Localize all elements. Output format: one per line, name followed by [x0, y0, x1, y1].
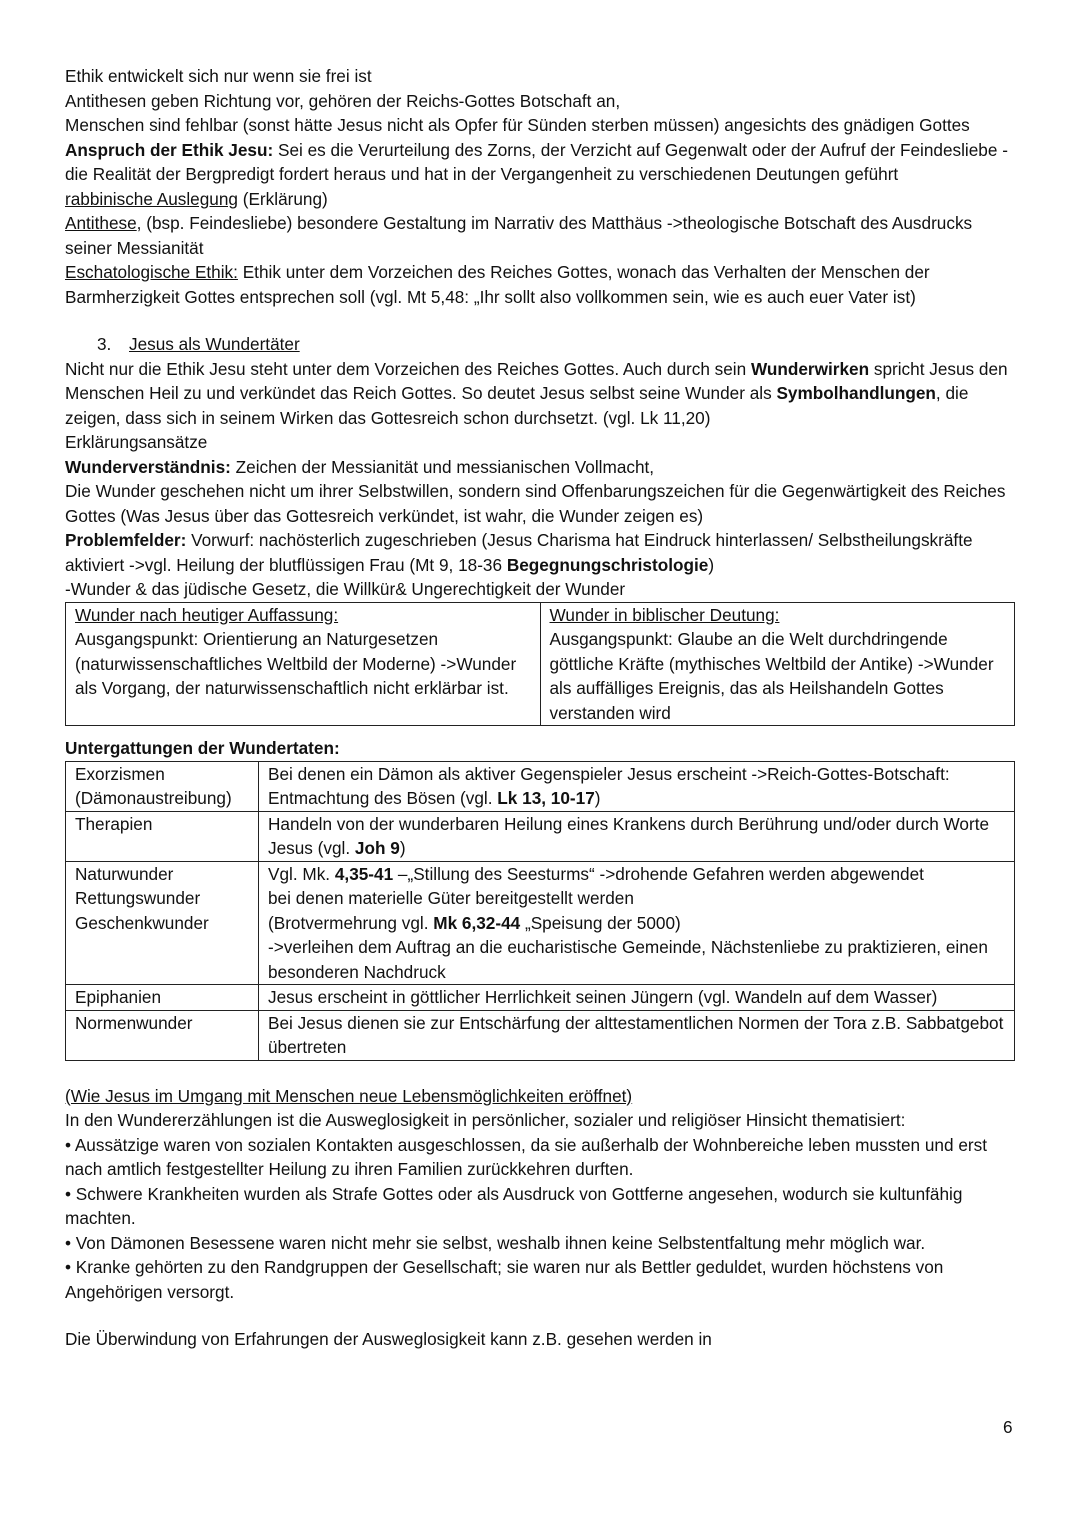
comparison-left-cell: [66, 602, 541, 726]
comparison-row: [66, 602, 1015, 726]
subtype-epiphanien-text: Jesus erscheint in göttlicher Herrlichkeit seinen Jüngern (vgl. Wandeln auf dem Wasser): [268, 987, 938, 1007]
subtype-daemonaustreibung: (Dämonaustreibung): [75, 788, 232, 808]
subtype-label: [66, 861, 259, 985]
rabbinisch-paragraph: [65, 187, 1017, 212]
antithese-paragraph: [65, 211, 1017, 260]
subtype-description: [259, 985, 1015, 1011]
section-3-title: Jesus als Wundertäter: [129, 334, 300, 354]
subtype-therapien: Therapien: [75, 813, 153, 834]
subtype-natur-text-2: –„Stillung des Seesturms“ ->drohende Gefahren werden abgewendet: [393, 863, 924, 884]
wunder-offenbarung-paragraph: Die Wunder geschehen nicht um ihrer Selbstwillen, sondern sind Offenbarungszeichen für die Gegenwärtigkeit des Reiches Gottes (Was Jesus über das Gottesreich verkündet, ist wahr, die Wunder zeigen es): [65, 481, 1006, 526]
subtype-description: [259, 1010, 1015, 1060]
subtype-therapien-ref: Joh 9: [354, 838, 400, 858]
intro-line-1: Ethik entwickelt sich nur wenn sie frei ist: [65, 66, 372, 86]
subtype-natur-ref-2: Mk 6,32-44: [433, 912, 521, 933]
wunder-intro-text-1: Nicht nur die Ethik Jesu steht unter dem Vorzeichen des Reiches Gottes. Auch durch sein: [65, 358, 751, 379]
antithese-text: , (bsp. Feindesliebe) besondere Gestaltung im Narrativ des Matthäus ->theologische Botschaft des Ausdrucks seiner Messianität: [65, 213, 973, 258]
subtype-epiphanien: Epiphanien: [75, 987, 162, 1007]
anspruch-paragraph: [65, 138, 1017, 187]
page-number: 6: [1003, 1417, 1013, 1437]
document-page: [65, 64, 1017, 1352]
subtype-natur-text-3: bei denen materielle Güter bereitgestellt werden: [268, 888, 634, 908]
wunderverstaendnis-text: Zeichen der Messianität und messianischen Vollmacht,: [230, 456, 655, 477]
subtypes-row: [66, 761, 1015, 811]
subtype-normenwunder: Normenwunder: [75, 1012, 193, 1033]
bullet-besessene: • Von Dämonen Besessene waren nicht mehr sie selbst, weshalb ihnen keine Selbstentfaltung mehr möglich war.: [65, 1232, 926, 1253]
begegnungschristologie-bold: Begegnungschristologie: [506, 554, 709, 575]
eschatologie-paragraph: [65, 260, 1017, 309]
subtype-geschenkwunder: Geschenkwunder: [75, 912, 209, 933]
problemfelder-line-2: -Wunder & das jüdische Gesetz, die Willkür& Ungerechtigkeit der Wunder: [65, 579, 626, 599]
subtype-description: [259, 761, 1015, 811]
comparison-right-title: Wunder in biblischer Deutung:: [549, 604, 780, 625]
lebensmoeglichkeiten-heading: (Wie Jesus im Umgang mit Menschen neue Lebensmöglichkeiten eröffnet): [65, 1085, 633, 1106]
erklaerungsansaetze: Erklärungsansätze: [65, 432, 208, 452]
comparison-right-text: Ausgangspunkt: Glaube an die Welt durchdringende göttliche Kräfte (mythisches Weltbild der Antike) ->Wunder als auffälliges Ereignis, das als Heilshandeln Gottes verstanden wird: [549, 629, 994, 723]
subtype-natur-ref-1: 4,35-41: [334, 863, 394, 884]
bullet-kranke: • Kranke gehörten zu den Randgruppen der Gesellschaft; sie waren nur als Bettler geduldet, wurden höchstens von Angehörigen versorgt.: [65, 1257, 944, 1302]
intro-line-2: Antithesen geben Richtung vor, gehören der Reichs-Gottes Botschaft an,: [65, 90, 621, 111]
ausweglosigkeit-intro: In den Wundererzählungen ist die Ausweglosigkeit in persönlicher, sozialer und religiöser Hinsicht thematisiert:: [65, 1110, 906, 1130]
wunderverstaendnis-paragraph: [65, 455, 1017, 480]
subtype-natur-text-6: ->verleihen dem Auftrag an die eucharistische Gemeinde, Nächstenliebe zu praktizieren, einen besonderen Nachdruck: [268, 937, 988, 982]
problemfelder-paragraph: [65, 528, 1017, 577]
anspruch-label: Anspruch der Ethik Jesu:: [65, 139, 274, 160]
intro-line-3: Menschen sind fehlbar (sonst hätte Jesus nicht als Opfer für Sünden sterben müssen) angesichts des gnädigen Gottes: [65, 115, 970, 135]
subtype-exorzismen: Exorzismen: [75, 763, 165, 784]
problemfelder-label: Problemfelder:: [65, 530, 187, 550]
comparison-table: [65, 602, 1015, 727]
subtype-exorzismen-ref: Lk 13, 10-17: [497, 788, 595, 808]
rabbinisch-label: rabbinische Auslegung: [65, 188, 238, 209]
wunderverstaendnis-label: Wunderverständnis:: [65, 456, 231, 477]
subtype-label: [66, 1010, 259, 1060]
wunderwirken-bold: Wunderwirken: [750, 358, 870, 379]
bullet-krankheiten: • Schwere Krankheiten wurden als Strafe Gottes oder als Ausdruck von Gottferne angesehen, wodurch sie kultunfähig machten.: [65, 1183, 963, 1228]
subtype-naturwunder: Naturwunder: [75, 863, 174, 884]
eschatologie-label: Eschatologische Ethik:: [65, 262, 238, 282]
subtype-therapien-end: ): [399, 838, 406, 858]
problemfelder-end: ): [708, 554, 715, 575]
subtypes-row: [66, 861, 1015, 985]
closing-line: Die Überwindung von Erfahrungen der Ausweglosigkeit kann z.B. gesehen werden in: [65, 1329, 712, 1349]
wunder-intro-paragraph: [65, 357, 1017, 431]
anspruch-text: Sei es die Verurteilung des Zorns, der Verzicht auf Gegenwalt oder der Aufruf der Feindesliebe -die Realität der Bergpredigt fordert heraus und hat in der Vergangenheit zu verschiedenen Deutungen geführt: [65, 139, 1008, 184]
subtypes-heading-text: Untergattungen der Wundertaten:: [65, 738, 340, 758]
subtype-description: [259, 861, 1015, 985]
subtype-rettungswunder: Rettungswunder: [75, 888, 201, 908]
wunder-intro-text-3: , die zeigen, dass sich in seinem Wirken das Gottesreich schon durchsetzt. (vgl. Lk 11,20): [65, 383, 969, 428]
subtype-therapien-text: Handeln von der wunderbaren Heilung eines Krankens durch Berührung und/oder durch Worte Jesus (vgl.: [268, 813, 990, 858]
eschatologie-text: Ethik unter dem Vorzeichen des Reiches Gottes, wonach das Verhalten der Menschen der Barmherzigkeit Gottes entsprechen soll (vgl. Mt 5,48: „Ihr sollt also vollkommen sein, wie es auch euer Vater ist): [65, 262, 930, 307]
subtypes-heading: [65, 736, 1017, 761]
subtype-label: [66, 761, 259, 811]
subtypes-table: [65, 761, 1015, 1061]
comparison-right-cell: [540, 602, 1015, 726]
subtype-exorzismen-text: Bei denen ein Dämon als aktiver Gegenspieler Jesus erscheint ->Reich-Gottes-Botschaft: Entmachtung des Bösen (vgl.: [268, 763, 950, 808]
subtype-natur-text-5: „Speisung der 5000): [520, 912, 681, 933]
wunder-intro-text-2: spricht Jesus den Menschen Heil zu und verkündet das Reich Gottes. So deutet Jesus selbst seine Wunder als: [65, 358, 1008, 403]
section-3-number: 3.: [97, 334, 112, 354]
subtype-label: [66, 811, 259, 861]
subtype-natur-text-4: (Brotvermehrung vgl.: [268, 912, 434, 933]
subtype-description: [259, 811, 1015, 861]
section-3-heading: [65, 332, 1017, 357]
bullet-aussaetzige: • Aussätzige waren von sozialen Kontakten ausgeschlossen, da sie außerhalb der Wohnbereiche leben mussten und erst nach amtlich festgestellter Heilung zu ihren Familien zurückkehren durften.: [65, 1134, 987, 1179]
comparison-left-title: Wunder nach heutiger Auffassung:: [75, 604, 339, 625]
subtypes-row: [66, 985, 1015, 1011]
subtype-natur-text-1: Vgl. Mk.: [268, 863, 335, 884]
antithese-label: Antithese: [65, 213, 137, 233]
comparison-left-text: Ausgangspunkt: Orientierung an Naturgesetzen (naturwissenschaftliches Weltbild der Moderne) ->Wunder als Vorgang, der naturwissenschaftlich nicht erklärbar ist.: [75, 629, 517, 698]
subtypes-row: [66, 811, 1015, 861]
subtypes-row: [66, 1010, 1015, 1060]
symbolhandlungen-bold: Symbolhandlungen: [776, 383, 936, 403]
problemfelder-text: Vorwurf: nachösterlich zugeschrieben (Jesus Charisma hat Eindruck hinterlassen/ Selbstheilungskräfte aktiviert ->vgl. Heilung der blutflüssigen Frau (Mt 9, 18-36: [65, 530, 973, 575]
subtype-label: [66, 985, 259, 1011]
subtype-exorzismen-end: ): [594, 788, 601, 808]
subtype-normenwunder-text: Bei Jesus dienen sie zur Entschärfung der alttestamentlichen Normen der Tora z.B. Sabbatgebot übertreten: [268, 1012, 1004, 1057]
rabbinisch-text: (Erklärung): [237, 188, 328, 209]
